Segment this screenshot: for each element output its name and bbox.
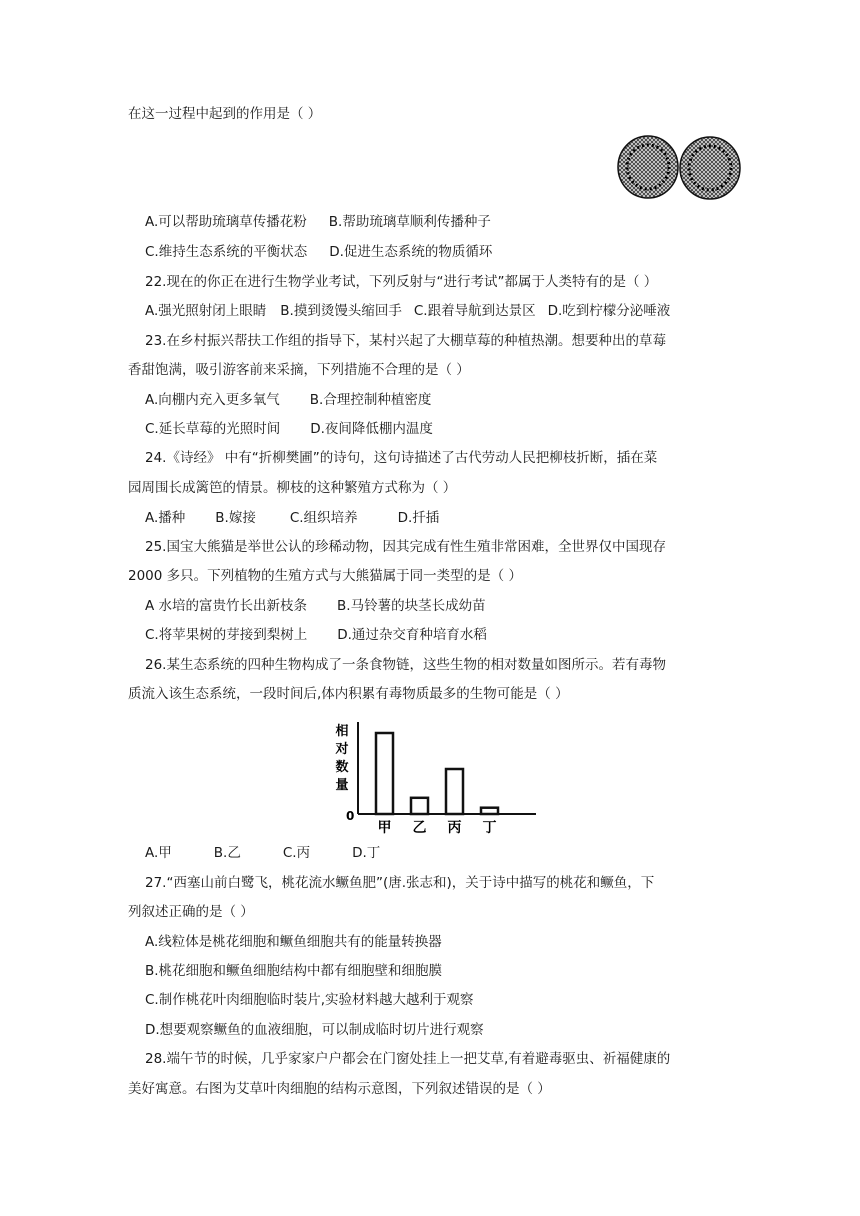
q25-options-2 (145, 625, 487, 645)
q21-options (145, 212, 491, 232)
q26-option-d: D.丁 (352, 845, 381, 861)
q21-option-d: D.促进生态系统的物质循环 (329, 244, 493, 260)
q25-stem-line2: 2000 多只。下列植物的生殖方式与大熊猫属于同一类型的是（ ） (128, 568, 522, 584)
q26-option-b: B.乙 (213, 845, 241, 861)
q24-option-b: B.嫁接 (215, 510, 256, 526)
seed-illustration (610, 130, 750, 204)
q21-stem: 在这一过程中起到的作用是（ ） (128, 106, 322, 122)
category-label-3: 丙 (447, 820, 462, 836)
category-label-4: 丁 (482, 820, 497, 836)
bars (376, 733, 498, 814)
origin-label: 0 (346, 809, 355, 823)
category-labels (378, 820, 497, 836)
bar-2 (411, 798, 428, 814)
q21-option-b: B.帮助琉璃草顺利传播种子 (328, 214, 491, 230)
q24-option-a: A.播种 (145, 510, 186, 526)
q21-options-2 (145, 242, 492, 262)
bar-1 (376, 733, 393, 814)
q25-options (145, 596, 486, 616)
q27-option-a: A.线粒体是桃花细胞和鳜鱼细胞共有的能量转换器 (145, 934, 442, 950)
q27-option-b: B.桃花细胞和鳜鱼细胞结构中都有细胞壁和细胞膜 (145, 963, 443, 979)
q26-option-a: A.甲 (145, 845, 172, 861)
q22-option-a: A.强光照射闭上眼睛 (145, 303, 267, 319)
q23-stem-line1: 23.在乡村振兴帮扶工作组的指导下，某村兴起了大棚草莓的种植热潮。想要种出的草莓 (145, 333, 666, 349)
q23-options-2 (145, 419, 433, 439)
q24-stem-line2: 园周围长成篱笆的情景。柳枝的这种繁殖方式称为（ ） (128, 480, 457, 496)
q27-option-c: C.制作桃花叶肉细胞临时装片,实验材料越大越利于观察 (145, 992, 474, 1008)
q25-option-a: A 水培的富贵竹长出新枝条 (145, 598, 308, 614)
q22-options (145, 301, 670, 321)
relative-quantity-bar-chart (318, 716, 540, 840)
q26-stem-line1: 26.某生态系统的四种生物构成了一条食物链，这些生物的相对数量如图所示。若有毒物 (145, 657, 666, 673)
q23-option-d: D.夜间降低棚内温度 (310, 421, 433, 437)
q25-option-c: C.将苹果树的芽接到梨树上 (145, 627, 308, 643)
q26-options (145, 843, 380, 863)
category-label-2: 乙 (412, 820, 427, 836)
q22-stem: 22.现在的你正在进行生物学业考试，下列反射与“进行考试”都属于人类特有的是（ ） (145, 274, 658, 290)
q22-option-d: D.吃到柠檬分泌唾液 (547, 303, 671, 319)
q24-stem-line1: 24.《诗经》 中有“折柳樊圃”的诗句，这句诗描述了古代劳动人民把柳枝折断，插在菜 (145, 450, 658, 466)
bar-4 (481, 808, 498, 814)
q27-stem-line1: 27.“西塞山前白鹭飞，桃花流水鳜鱼肥”(唐.张志和)，关于诗中描写的桃花和鳜鱼，下 (145, 875, 655, 891)
q25-stem-line1: 25.国宝大熊猫是举世公认的珍稀动物，因其完成有性生殖非常困难，全世界仅中国现存 (145, 539, 666, 555)
q25-option-d: D.通过杂交育种培育水稻 (337, 627, 487, 643)
q22-option-c: C.跟着导航到达景区 (413, 303, 536, 319)
q23-option-a: A.向棚内充入更多氧气 (145, 392, 280, 408)
q27-option-d: D.想要观察鳜鱼的血液细胞，可以制成临时切片进行观察 (145, 1022, 484, 1038)
q24-option-c: C.组织培养 (289, 510, 358, 526)
q25-option-b: B.马铃薯的块茎长成幼苗 (337, 598, 486, 614)
y-axis-label-char: 相 (335, 724, 349, 739)
q27-stem-line2: 列叙述正确的是（ ） (128, 904, 254, 920)
q23-stem-line2: 香甜饱满，吸引游客前来采摘，下列措施不合理的是（ ） (128, 362, 470, 378)
q23-options (145, 390, 431, 410)
q28-stem-line1: 28.端午节的时候，几乎家家户户都会在门窗处挂上一把艾草,有着避毒驱虫、祈福健康的 (145, 1051, 671, 1067)
q24-options (145, 508, 439, 528)
q23-option-c: C.延长草莓的光照时间 (145, 421, 281, 437)
q21-option-c: C.维持生态系统的平衡状态 (145, 244, 308, 260)
category-label-1: 甲 (377, 820, 392, 836)
q28-stem-line2: 美好寓意。右图为艾草叶肉细胞的结构示意图，下列叙述错误的是（ ） (128, 1081, 551, 1097)
q26-option-c: C.丙 (282, 845, 311, 861)
y-axis-label-char: 量 (335, 778, 349, 793)
q23-option-b: B.合理控制种植密度 (309, 392, 432, 408)
q24-option-d: D.扦插 (397, 510, 440, 526)
q21-option-a: A.可以帮助琉璃草传播花粉 (145, 214, 307, 230)
y-axis-label (334, 723, 348, 793)
y-axis-label-char: 数 (335, 760, 349, 775)
y-axis-label-char: 对 (335, 742, 349, 757)
q26-stem-line2: 质流入该生态系统，一段时间后,体内积累有毒物质最多的生物可能是（ ） (128, 686, 569, 702)
q22-option-b: B.摸到烫馒头缩回手 (280, 303, 402, 319)
bar-3 (446, 769, 463, 814)
